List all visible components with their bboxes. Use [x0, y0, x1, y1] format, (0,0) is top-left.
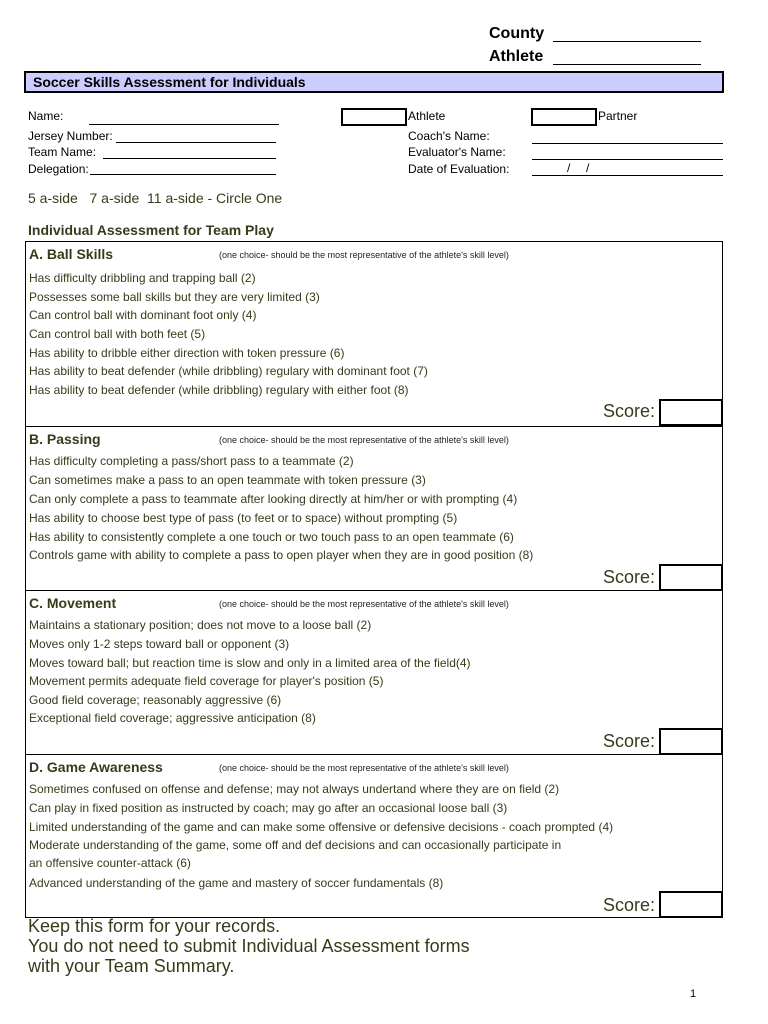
section-note: (one choice- should be the most representative of the athlete's skill level) — [219, 599, 509, 609]
evaluator-field[interactable] — [532, 145, 723, 160]
coach-label: Coach's Name: — [408, 129, 490, 143]
name-label: Name: — [28, 109, 64, 123]
jersey-field[interactable] — [116, 128, 276, 143]
delegation-label: Delegation: — [28, 162, 89, 176]
section-game-awareness — [25, 754, 723, 918]
skill-option[interactable]: Can sometimes make a pass to an open teammate with token pressure (3) — [29, 473, 426, 487]
section-movement — [25, 590, 723, 755]
section-heading: D. Game Awareness — [29, 759, 163, 775]
skill-option[interactable]: Has ability to beat defender (while dribbling) regulary with dominant foot (7) — [29, 364, 428, 378]
skill-option[interactable]: Has ability to dribble either direction with token pressure (6) — [29, 346, 345, 360]
skill-option[interactable]: Movement permits adequate field coverage for player's position (5) — [29, 674, 384, 688]
team-name-label: Team Name: — [28, 145, 97, 159]
score-label: Score: — [602, 567, 655, 587]
partner-option-label: Partner — [598, 109, 638, 123]
skill-option[interactable]: Sometimes confused on offense and defense; may not always undertand where they are on field (2) — [29, 782, 560, 796]
section-heading: A. Ball Skills — [29, 246, 114, 262]
county-label: County — [489, 25, 545, 42]
score-input[interactable] — [659, 399, 723, 426]
athlete-option-label: Athlete — [408, 109, 446, 123]
date-label: Date of Evaluation: — [408, 162, 510, 176]
athlete-field[interactable] — [553, 49, 701, 65]
skill-option[interactable]: Has ability to choose best type of pass (to feet or to space) without prompting (5) — [29, 511, 458, 525]
skill-option[interactable]: Exceptional field coverage; aggressive anticipation (8) — [29, 711, 316, 725]
skill-option[interactable]: Has ability to beat defender (while dribbling) regulary with either foot (8) — [29, 383, 409, 397]
jersey-label: Jersey Number: — [28, 129, 113, 143]
athlete-checkbox[interactable] — [341, 108, 407, 126]
skill-option[interactable]: Controls game with ability to complete a pass to open player when they are in good position (8) — [29, 548, 534, 562]
partner-checkbox[interactable] — [531, 108, 597, 126]
county-field[interactable] — [553, 26, 701, 42]
skill-option[interactable]: Advanced understanding of the game and mastery of soccer fundamentals (8) — [29, 876, 444, 890]
section-ball-skills — [25, 241, 723, 427]
score-label: Score: — [602, 895, 655, 915]
skill-option[interactable]: Can control ball with both feet (5) — [29, 327, 206, 341]
score-input[interactable] — [659, 891, 723, 918]
section-note: (one choice- should be the most representative of the athlete's skill level) — [219, 763, 509, 773]
page-number: 1 — [690, 988, 697, 1000]
delegation-field[interactable] — [90, 160, 276, 175]
skill-option[interactable]: Has difficulty dribbling and trapping ball (2) — [29, 271, 256, 285]
section-passing — [25, 426, 723, 591]
name-field[interactable] — [89, 110, 279, 125]
skill-option[interactable]: Can only complete a pass to teammate after looking directly at him/her or with prompting (4) — [29, 492, 518, 506]
skill-option[interactable]: Can control ball with dominant foot only (4) — [29, 308, 257, 322]
date-separator: / — [567, 161, 571, 175]
skill-option[interactable]: Moderate understanding of the game, some off and def decisions and can occasionally participate in — [29, 838, 562, 852]
assessment-title: Individual Assessment for Team Play — [28, 222, 274, 238]
score-input[interactable] — [659, 564, 723, 591]
team-name-field[interactable] — [103, 144, 276, 159]
skill-option[interactable]: Has ability to consistently complete a one touch or two touch pass to an open teammate (6) — [29, 530, 514, 544]
evaluator-label: Evaluator's Name: — [408, 145, 506, 159]
skill-option[interactable]: Maintains a stationary position; does not move to a loose ball (2) — [29, 618, 372, 632]
section-heading: B. Passing — [29, 431, 101, 447]
section-note: (one choice- should be the most representative of the athlete's skill level) — [219, 435, 509, 445]
form-title: Soccer Skills Assessment for Individuals — [24, 71, 724, 93]
skill-option[interactable]: Can play in fixed position as instructed by coach; may go after an occasional loose ball (3) — [29, 801, 508, 815]
coach-field[interactable] — [532, 129, 723, 144]
score-label: Score: — [602, 401, 655, 421]
athlete-label: Athlete — [489, 48, 544, 65]
team-size-choice[interactable]: 5 a-side 7 a-side 11 a-side - Circle One — [28, 190, 283, 206]
skill-option[interactable]: Good field coverage; reasonably aggressive (6) — [29, 693, 282, 707]
skill-option[interactable]: Has difficulty completing a pass/short pass to a teammate (2) — [29, 454, 354, 468]
footer-line: with your Team Summary. — [28, 956, 235, 976]
skill-option[interactable]: Moves only 1-2 steps toward ball or opponent (3) — [29, 637, 290, 651]
date-field[interactable] — [532, 160, 723, 176]
date-separator: / — [586, 161, 590, 175]
skill-option[interactable]: Possesses some ball skills but they are very limited (3) — [29, 290, 320, 304]
score-label: Score: — [602, 731, 655, 751]
score-input[interactable] — [659, 728, 723, 755]
section-heading: C. Movement — [29, 595, 117, 611]
footer-line: Keep this form for your records. — [28, 916, 281, 936]
section-note: (one choice- should be the most representative of the athlete's skill level) — [219, 250, 509, 260]
skill-option[interactable]: Moves toward ball; but reaction time is slow and only in a limited area of the field(4) — [29, 656, 471, 670]
skill-option[interactable]: Limited understanding of the game and can make some offensive or defensive decisions - coach prompted (4) — [29, 820, 614, 834]
footer-line: You do not need to submit Individual Assessment forms — [28, 936, 470, 956]
footer-note — [28, 916, 470, 976]
skill-option[interactable]: an offensive counter-attack (6) — [29, 856, 191, 870]
